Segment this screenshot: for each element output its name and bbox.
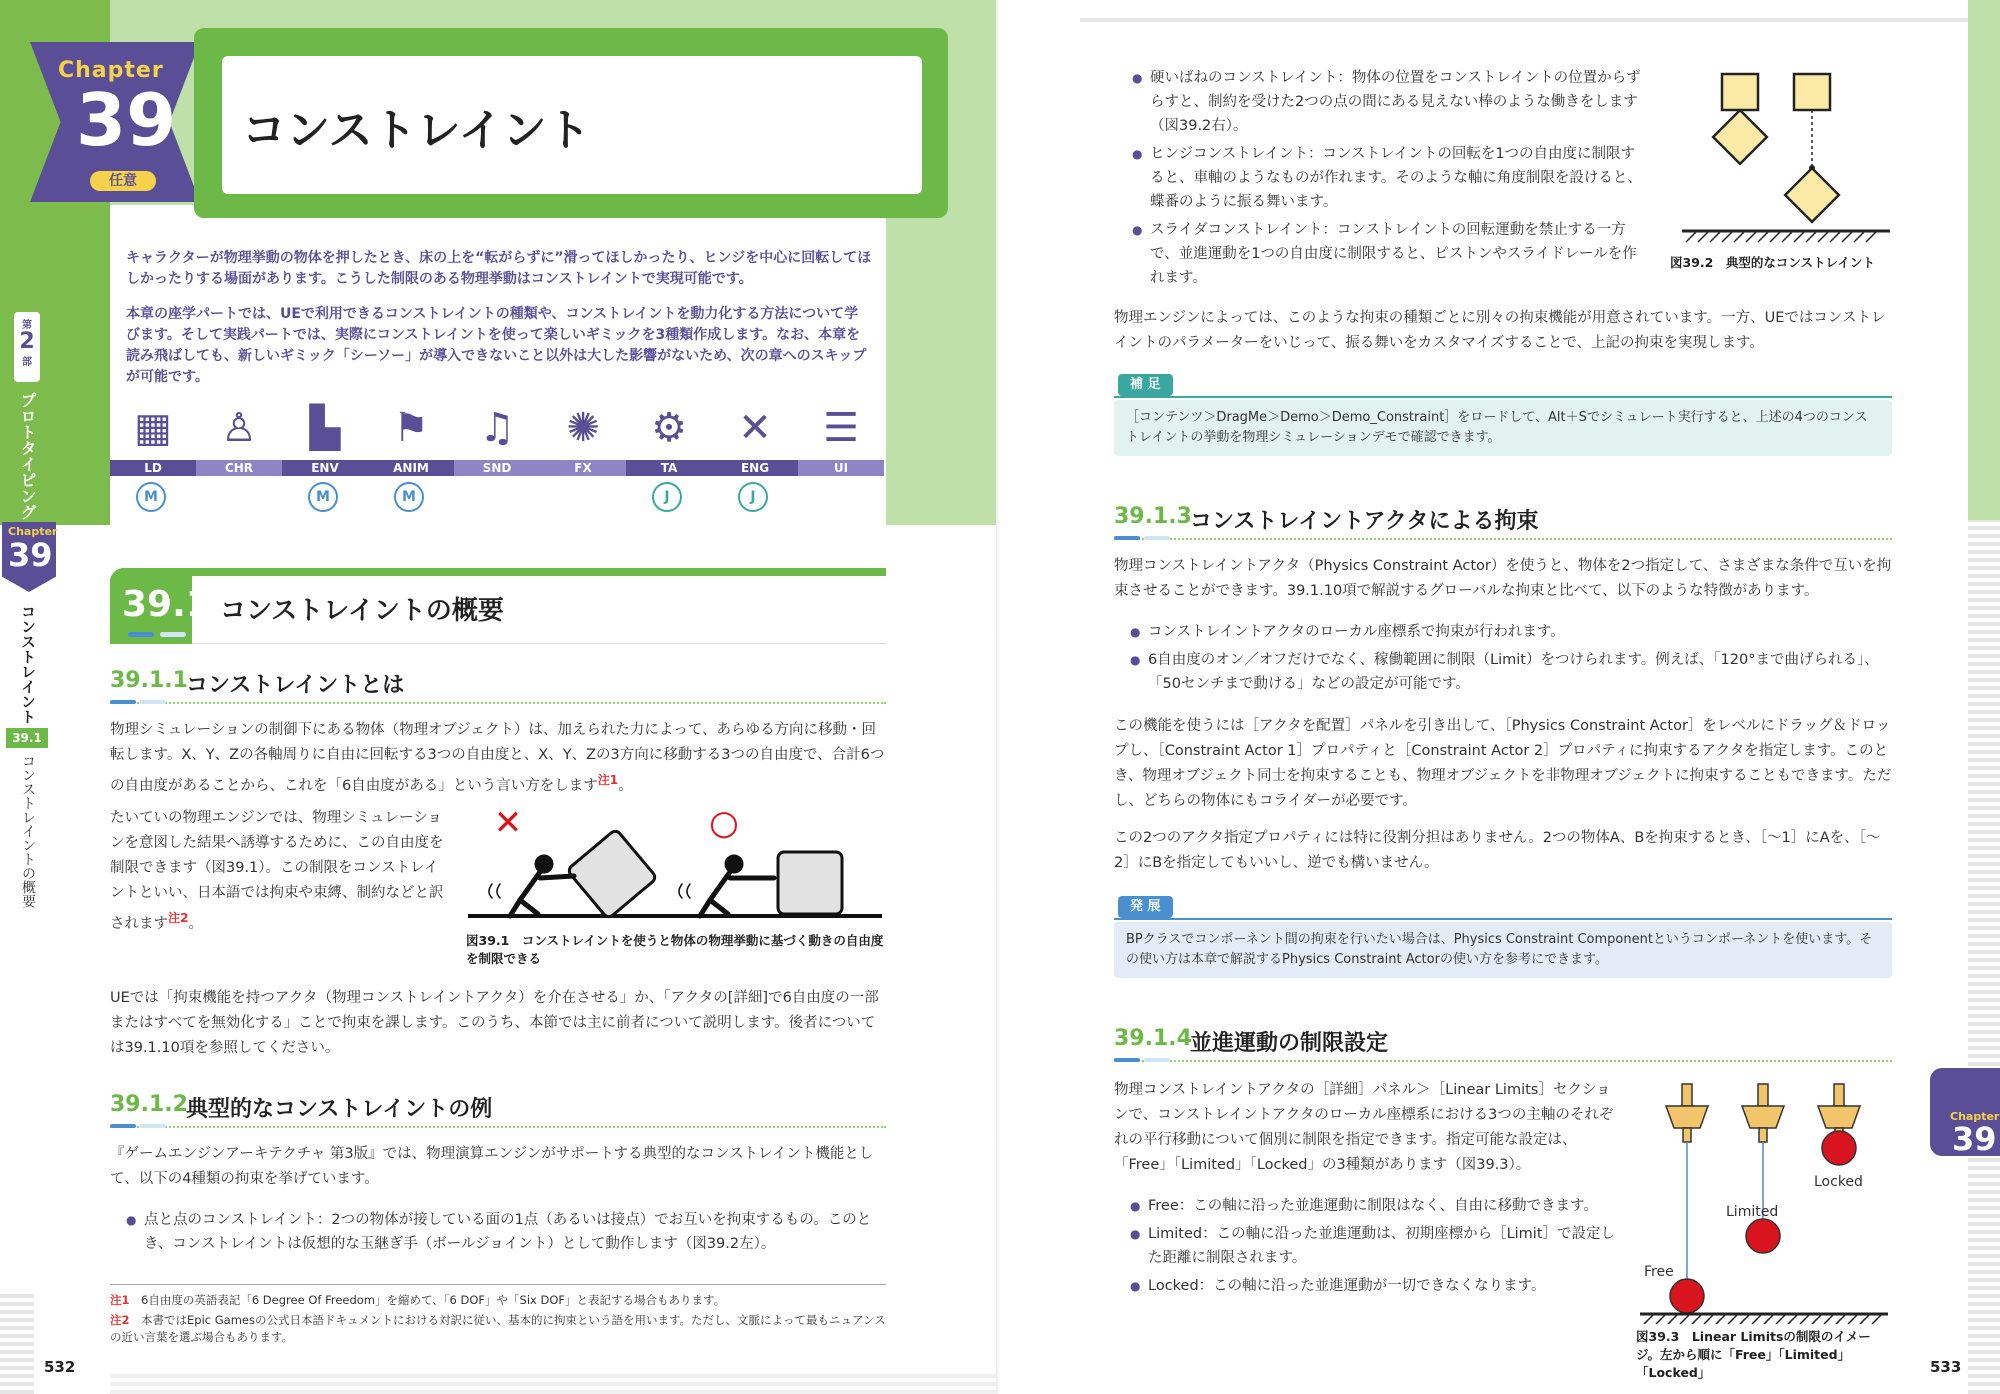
subsection-3-number: 39.1.3 [1114,504,1192,529]
role-anim [368,400,454,524]
robot-icon: ♙ [221,405,257,451]
footnote-2-text: 本書ではEpic Gamesの公式日本語ドキュメントにおける対訳に従い、基本的に拘束という語を用います。ただし、文脈によって最もニュアンスの近い言葉を選ぶ場合もあります。 [110,1313,886,1344]
role-label: ANIM [368,460,454,476]
bullet-hinge: ● ヒンジコンストレイント：コンストレイントの回転を1つの自由度に制限すると、車軸のようなものが作れます。そのような軸に角度制限を設けると、蝶番のように振る舞います。 [1132,142,1646,214]
footnote-ref-1[interactable]: 注1 [597,773,619,787]
top-rule [1080,18,1968,22]
sub3-bar [1114,536,1140,540]
chapter-title: コンストレイント [242,105,591,156]
bottom-stripes [110,1370,1000,1394]
page-number-left: 532 [44,1358,76,1376]
fig3-kendama-limited [1742,1084,1784,1253]
sub3-paragraph-1: 物理コンストレイントアクタ（Physics Constraint Actor）を使うと、物体を2つ指定して、さまざまな条件で互いを拘束させることができます。39.1.10項で解説するグローバルな拘束と比べて、以下のような特徴があります。 [1114,558,1892,599]
sub4-bar-light [1144,1058,1170,1062]
page-number-right: 533 [1930,1358,1962,1376]
side-chapter-word: Chapter [8,525,58,538]
fig3-label-locked: Locked [1814,1174,1863,1190]
sub3-paragraph-2: この機能を使うには［アクタを配置］パネルを引き出して、［Physics Constraint Actor］をレベルにドラッグ＆ドロップし、［Constraint Actor 1］プロパティと［Constraint Actor 2］プロパティに拘束するアクタを指定します。このとき、物理オブジェクト同士を拘束することも、物理オブジェクトを非物理オブジェクトに拘束することもできます。ただし、どちらの物体にもコライダーが必要です。 [1114,718,1892,809]
fig3-label-limited: Limited [1726,1204,1779,1220]
subsection-2-number: 39.1.2 [110,1092,188,1117]
ui-bars-icon: ☰ [823,405,859,451]
subsection-4-rule [1114,1060,1892,1062]
subsection-1-title: コンストレイントとは [186,673,405,698]
section-number: 39.1 [122,584,211,625]
note-box: ［コンテンツ＞DragMe＞Demo＞Demo_Constraint］をロードして、Alt＋Sでシミュレート実行すると、上述の4つのコンストレイントの挙動を物理シミュレーションデモで確認できます。 [1114,400,1892,456]
side-part-name: プロトタイピング [18,392,37,520]
role-level-badge [824,482,854,512]
subsection-4-number: 39.1.4 [1114,1026,1192,1051]
bullet-slider: ● スライダコンストレイント：コンストレイントの回転運動を禁止する一方で、並進運動を1つの自由度に制限すると、ピストンやスライドレールを作れます。 [1132,218,1646,290]
figure-39-2 [1672,66,1896,246]
sub2-bar [110,1124,136,1128]
role-label: TA [626,460,712,476]
role-level-badge [566,482,596,512]
intro-paragraph-1: キャラクターが物理挙動の物体を押したとき、床の上を“転がらずに”滑ってほしかったり、ヒンジを中心に回転してほしかったりする場面があります。こうした制限のある物理挙動はコンストレイントで実現可能です。 [126,250,872,287]
role-label: LD [110,460,196,476]
note-rule [1114,396,1892,398]
sub1-p2-text: たいていの物理エンジンでは、物理シミュレーションを意図した結果へ誘導するために、この自由度を制限できます（図39.1）。この制限をコンストレイントといい、日本語では拘束や束縛、制約などと訳されます [110,810,444,932]
chapter-word: Chapter [58,58,164,83]
fig1-pusher-right [679,857,774,916]
sub1-p2-end: 。 [188,915,203,932]
role-level-badge: M [136,482,166,512]
right-green-band [1968,0,2000,520]
role-env [282,400,368,524]
figure-39-1-caption: 図39.1 コンストレイントを使うと物体の物理挙動に基づく動きの自由度を制限できる [466,933,884,966]
sub4-bar [1114,1058,1140,1062]
note-tag: 補 足 [1118,374,1173,396]
fig1-upright-box [778,852,842,914]
role-label: CHR [196,460,282,476]
fig1-bad-mark: ✕ [493,806,523,843]
role-ld [110,400,196,524]
subsection-2-title: 典型的なコンストレイントの例 [186,1097,493,1122]
fig2-left-top-box [1722,74,1758,110]
optional-badge: 任意 [90,171,156,191]
footnote-1-text: 6自由度の英語表記「6 Degree Of Freedom」を縮めて、「6 DOF」や「Six DOF」と表記する場合もあります。 [141,1293,726,1307]
sub4-bullet-locked: ● Locked：この軸に沿った並進運動が一切できなくなります。 [1130,1274,1616,1298]
advanced-box: BPクラスでコンポーネント間の拘束を行いたい場合は、Physics Constraint Componentというコンポーネントを使います。その使い方は本章で解説するPhysics Constraint Actorの使い方を参考にできます。 [1114,922,1892,978]
footnote-2-mark: 注2 [110,1313,130,1327]
role-ta [626,400,712,524]
subsection-3-rule [1114,538,1892,540]
fig1-pusher-left [489,857,574,916]
right-tab-chapter-num: 39 [1952,1120,1997,1158]
role-ui [798,400,884,524]
right-stripes [1968,520,2000,1394]
sub1-p1-text: 物理シミュレーションの制御下にある物体（物理オブジェクト）は、加えられた力によって、あらゆる方向に移動・回転します。X、Y、Zの各軸周りに自由に回転する3つの自由度と、X、Y、Zの3方向に移動する3つの自由度で、合計6つの自由度があることから、これを「6自由度がある」という言い方をします [110,722,885,794]
footnote-rule [110,1284,886,1285]
maze-icon: ▦ [134,405,172,451]
sub1-paragraph-2 [110,806,444,937]
role-level-badge [480,482,510,512]
figure-39-3-caption: 図39.3 Linear Limitsの制限のイメージ。左から順に「Free」「Limited」「Locked」 [1636,1329,1871,1380]
paragraph-engine: 物理エンジンによっては、このような拘束の種類ごとに別々の拘束機能が用意されています。一方、UEではコンストレイントのパラメーターをいじって、振る舞いをカスタマイズすることで、上記の拘束を実現します。 [1114,310,1886,351]
role-level-badge [222,482,252,512]
intro-paragraph-2: 本章の座学パートでは、UEで利用できるコンストレイントの種類や、コンストレイントを動力化する方法について学びます。そして実践パートでは、実際にコンストレイントを使って楽しいギミックを3種類作成します。なお、本章を読み飛ばしても、新しいギミック「シーソー」が導入できないこと以外は大した影響がないため、次の章へのスキップが可能です。 [126,306,867,385]
bullet-stiff-spring: ● 硬いばねのコンストレイント：物体の位置をコンストレイントの位置からずらすと、制約を受けた2つの点の間にある見えない棒のような働きをします（図39.2右）。 [1132,66,1646,138]
sub3-bar-light [1144,536,1170,540]
advanced-rule [1114,918,1892,920]
fig1-good-mark: ○ [709,806,739,843]
side-section-name: コンストレイントの概要 [20,754,36,908]
role-label: FX [540,460,626,476]
figure-39-1 [462,806,888,924]
sub4-bullet-free: ● Free：この軸に沿った並進運動に制限はなく、自由に移動できます。 [1130,1194,1616,1218]
particle-icon: ✺ [566,405,600,451]
subsection-1-rule [110,702,886,704]
subsection-4-title: 並進運動の制限設定 [1190,1031,1389,1056]
role-fx [540,400,626,524]
sub1-bar [110,700,136,704]
gear-icon: ⚙ [651,405,687,451]
sub3-bullet-limit: ● 6自由度のオン／オフだけでなく、稼働範囲に制限（Limit）をつけられます。例えば、「120°まで曲げられる」、「50センチまで動ける」などの設定が可能です。 [1130,648,1892,696]
sub1-p1-end: 。 [618,777,633,794]
side-chapter-num: 39 [8,536,53,574]
advanced-tag: 発 展 [1118,896,1173,918]
sub2-paragraph-1: 『ゲームエンジンアーキテクチャ 第3版』では、物理演算エンジンがサポートする典型的なコンストレイント機能として、以下の4種類の拘束を挙げています。 [110,1146,874,1187]
sub3-paragraph-3: この2つのアクタ指定プロパティには特に役割分担はありません。2つの物体A、Bを拘束するとき、［～1］にAを、［～2］にBを指定してもいいし、逆でも構いません。 [1114,830,1881,871]
sub1-paragraph-1 [110,718,886,799]
part-badge: 第 2 部 [14,312,40,382]
section-title: コンストレイントの概要 [220,596,504,626]
section-bar-blue [128,632,154,637]
sub2-bar-light [140,1124,166,1128]
chapter-number: 39 [76,78,177,162]
tools-icon: ✕ [738,405,772,451]
role-label: UI [798,460,884,476]
fig2-right-top-box [1794,74,1830,110]
role-level-badge: J [652,482,682,512]
fig3-kendama-locked [1818,1084,1860,1165]
fig1-tipping-box [567,829,657,919]
footnote-1-mark: 注1 [110,1293,130,1307]
role-icon-row [110,400,886,524]
figure-39-3 [1636,1080,1892,1324]
fig3-label-free: Free [1644,1264,1674,1280]
fig2-right-diamond [1785,168,1839,222]
role-level-badge: J [738,482,768,512]
role-eng [712,400,798,524]
role-label: ENV [282,460,368,476]
role-snd [454,400,540,524]
figure-39-2-caption: 図39.2 典型的なコンストレイント [1670,255,1875,270]
sub1-bar-light [140,700,166,704]
role-level-badge: M [394,482,424,512]
sub1-paragraph-3: UEでは「拘束機能を持つアクタ（物理コンストレイントアクタ）を介在させる」か、「アクタの[詳細]で6自由度の一部またはすべてを無効化する」ことで拘束を課します。このうち、本節では主に前者について説明します。後者については39.1.10項を参照してください。 [110,990,879,1056]
side-section-num: 39.1 [6,728,48,748]
sub4-bullet-limited: ● Limited：この軸に沿った並進運動は、初期座標から［Limit］で設定した距離に制限されます。 [1130,1222,1616,1270]
headphones-icon: ♫ [479,405,515,451]
role-label: SND [454,460,540,476]
role-level-badge: M [308,482,338,512]
subsection-2-rule [110,1126,886,1128]
film-runner-icon: ⚑ [393,405,429,451]
right-tab-chapter-word: Chapter [1950,1110,2000,1123]
subsection-3-title: コンストレイントアクタによる拘束 [1190,509,1539,534]
footnote-2 [110,1312,886,1346]
side-chapter-name: コンストレイント [19,604,37,724]
role-label: ENG [712,460,798,476]
city-icon: ▙ [309,405,341,451]
footnote-1 [110,1292,886,1309]
sub3-bullet-local: ● コンストレイントアクタのローカル座標系で拘束が行われます。 [1130,620,1892,644]
corner-stripes [0,1290,34,1394]
footnote-ref-2[interactable]: 注2 [168,911,189,925]
sub4-paragraph-1: 物理コンストレイントアクタの［詳細］パネル＞［Linear Limits］セクションで、コンストレイントアクタのローカル座標系における3つの主軸のそれぞれの平行移動について個別に制限を指定できます。指定可能な設定は、「Free」「Limited」「Locked」の3種類があります（図39.3）。 [1114,1082,1614,1173]
role-chr [196,400,282,524]
subsection-1-number: 39.1.1 [110,668,188,693]
section-bar-light [160,632,186,637]
fig2-left-diamond [1713,110,1767,164]
sub2-bullet-point-to-point: ● 点と点のコンストレイント：2つの物体が接している面の1点（あるいは接点）でお互いを拘束するもの。このとき、コンストレイントは仮想的な玉継ぎ手（ボールジョイント）として動作します（図39.2左）。 [126,1208,886,1256]
